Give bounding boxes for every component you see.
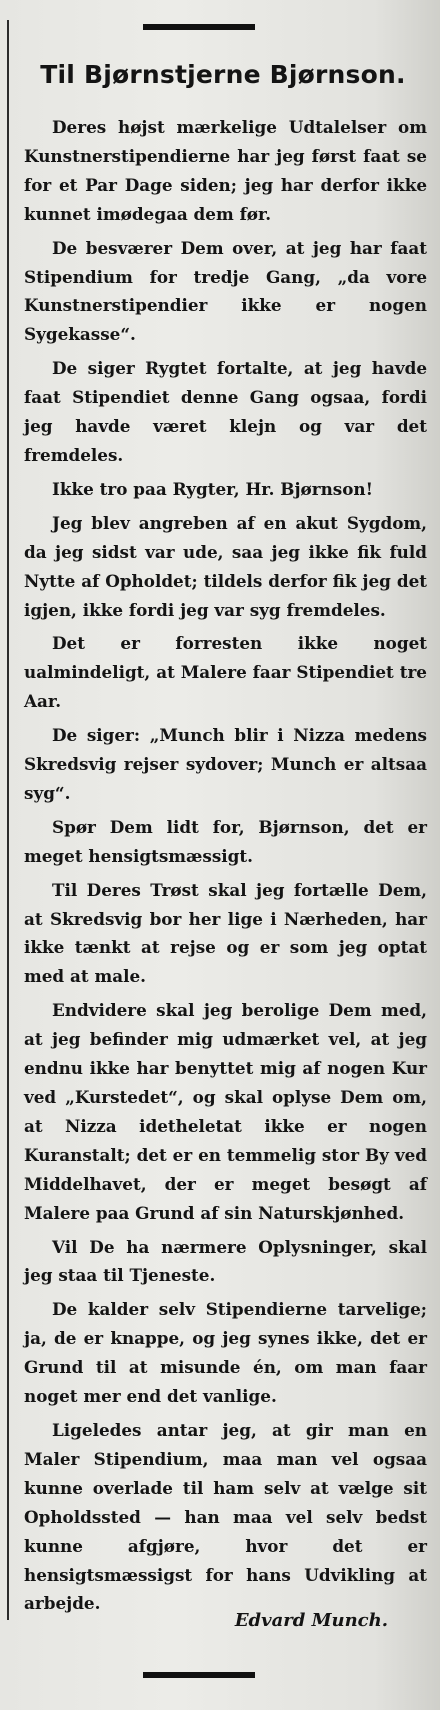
paragraph: Vil De ha nærmere Oplysninger, skal jeg staa til Tjeneste. xyxy=(24,1236,427,1286)
paragraph: Jeg blev angreben af en akut Sygdom, da jeg sidst var ude, saa jeg ikke fik fuld Nytte af Opholdet; tildels derfor fik jeg det igjen, ikke fordi jeg var syg fremdeles. xyxy=(24,512,427,620)
paragraph: Deres højst mærkelige Udtalelser om Kunstnerstipendierne har jeg først faat se for et Par Dage siden; jeg har derfor ikke kunnet imødegaa dem før. xyxy=(24,117,427,224)
paragraph: De siger: „Munch blir i Nizza medens Skredsvig rejser sydover; Munch er altsaa syg“. xyxy=(24,725,427,803)
paragraph: De kalder selv Stipendierne tarvelige; ja, de er knappe, og jeg synes ikke, det er Grund til at misunde én, om man faar noget mer end det vanlige. xyxy=(24,1299,427,1407)
headline: Til Bjørnstjerne Bjørnson. xyxy=(40,60,406,89)
paragraph: Ikke tro paa Rygter, Hr. Bjørnson! xyxy=(52,478,373,499)
signature: Edvard Munch. xyxy=(234,1610,388,1631)
top-ornament-rule xyxy=(143,24,255,30)
bottom-ornament-rule xyxy=(143,1672,255,1678)
paragraph: De besværer Dem over, at jeg har faat Stipendium for tredje Gang, „da vore Kunstnerstipendier ikke er nogen Sygekasse“. xyxy=(24,237,427,345)
paragraph: Spør Dem lidt for, Bjørnson, det er meget hensigtsmæssigt. xyxy=(24,816,427,866)
column-rule xyxy=(7,20,9,1620)
paragraph: Det er forresten ikke noget ualmindeligt, at Malere faar Stipendiet tre Aar. xyxy=(24,633,427,712)
paragraph: Endvidere skal jeg berolige Dem med, at jeg befinder mig udmærket vel, at jeg endnu ikke har benyttet mig af nogen Kur ved „Kurstedet“, og skal oplyse Dem om, at Nizza idetheletat ikke er nogen Kuranstalt; det er en temmelig stor By ved Middelhavet, der er meget besøgt af Malere paa Grund af sin Naturskjønhed. xyxy=(24,1000,427,1223)
paragraph: De siger Rygtet fortalte, at jeg havde faat Stipendiet denne Gang ogsaa, fordi jeg havde været klejn og var det fremdeles. xyxy=(24,358,427,465)
article-body xyxy=(24,113,427,1623)
paragraph: Ligeledes antar jeg, at gir man en Maler Stipendium, maa man vel ogsaa kunne overlade til ham selv at vælge sit Opholdssted — han maa vel selv bedst kunne afgjøre, hvor det er hensigtsmæssigst for hans Udvikling at arbejde. xyxy=(24,1419,427,1614)
paragraph: Til Deres Trøst skal jeg fortælle Dem, at Skredsvig bor her lige i Nærheden, har ikke tænkt at rejse og er som jeg optat med at male. xyxy=(24,879,427,987)
